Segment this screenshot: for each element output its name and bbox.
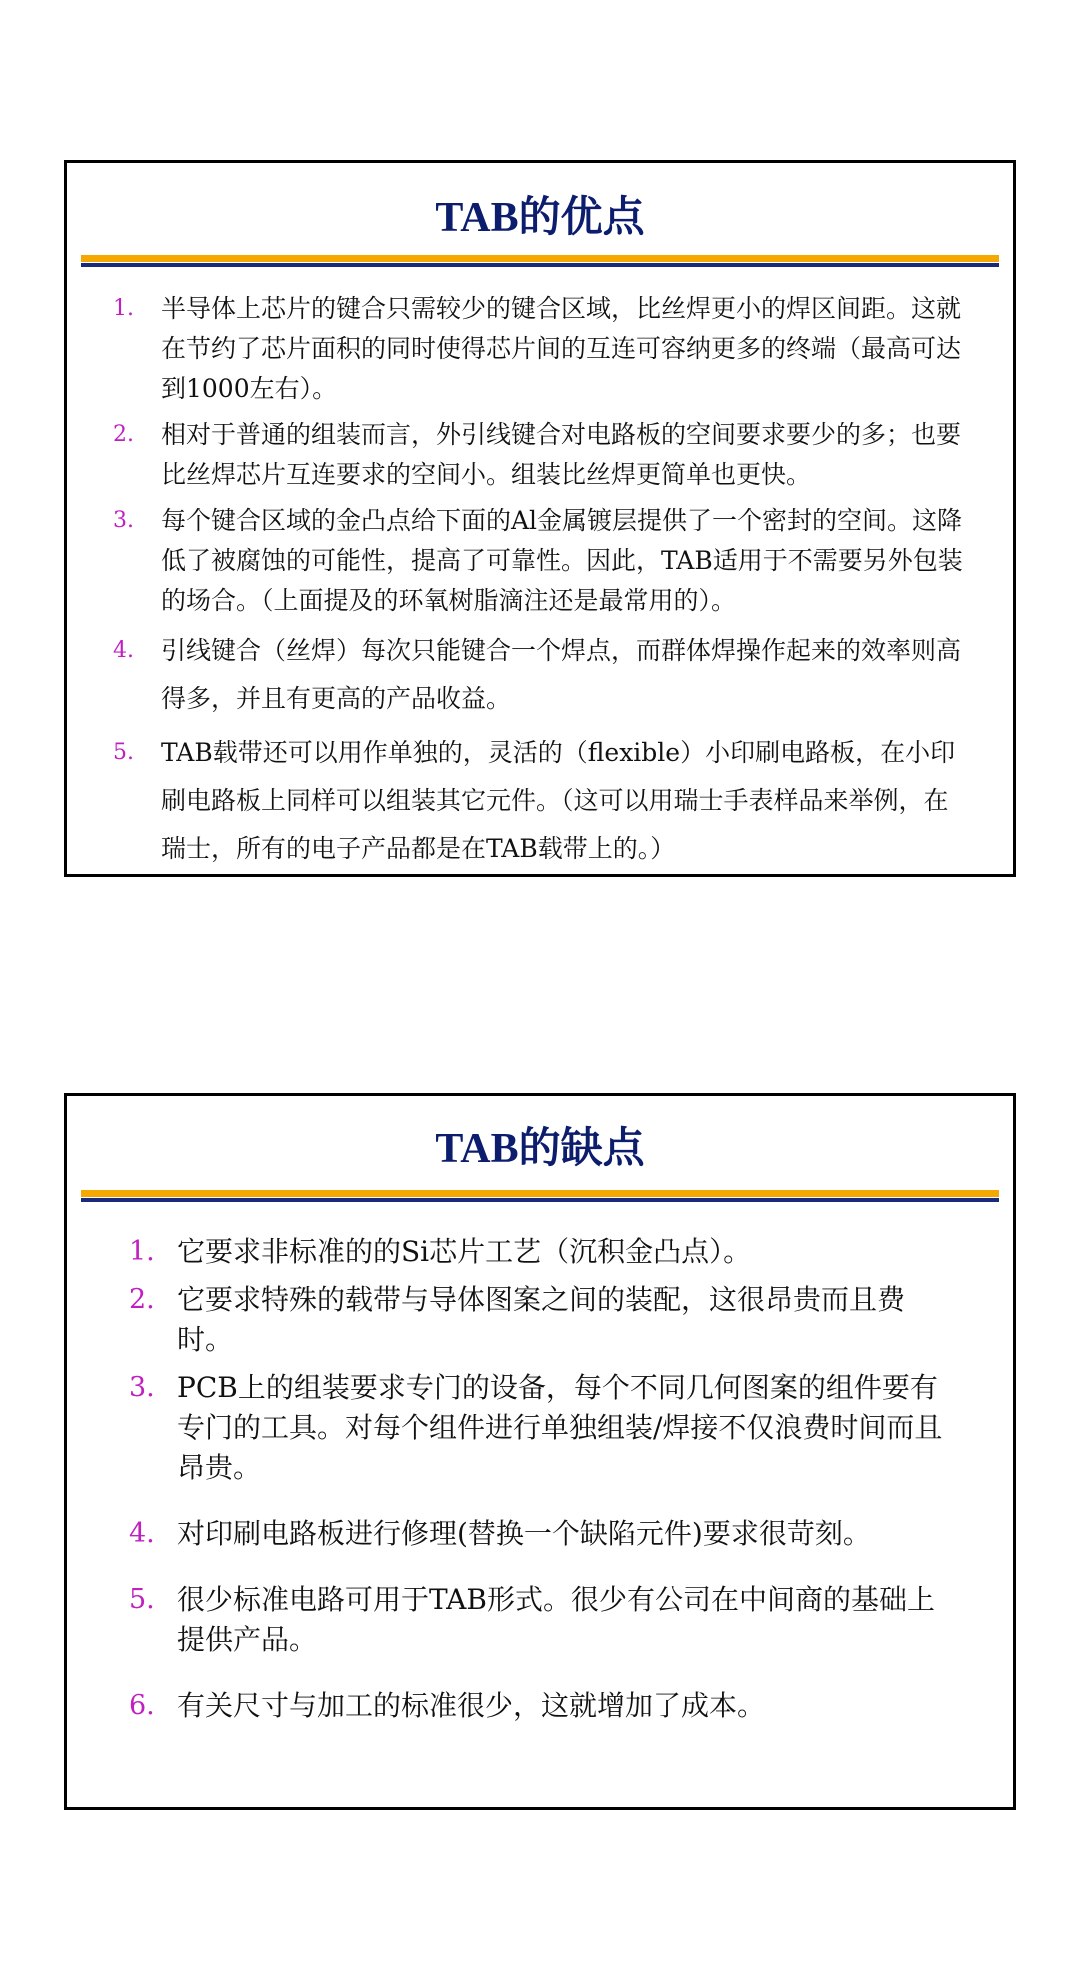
list-item-number: 1. <box>113 296 134 321</box>
list-item-text: PCB上的组装要求专门的设备，每个不同几何图案的组件要有专门的工具。对每个组件进行单独组装/焊接不仅浪费时间而且昂贵。 <box>177 1371 943 1484</box>
list-item <box>113 627 973 723</box>
slide-advantages <box>64 160 1016 877</box>
title-divider <box>81 255 999 269</box>
list-item-number: 2. <box>113 422 134 447</box>
list-item-number: 3. <box>129 1372 155 1403</box>
list-item-number: 6. <box>129 1690 155 1721</box>
list-item <box>129 1686 953 1726</box>
list-item <box>129 1514 953 1554</box>
list-item <box>129 1232 953 1272</box>
list-item <box>129 1580 953 1660</box>
list-item-number: 3. <box>113 508 134 533</box>
list-item-text: 引线键合（丝焊）每次只能键合一个焊点，而群体焊操作起来的效率则高得多，并且有更高的产品收益。 <box>161 636 962 713</box>
list-item-text: 对印刷电路板进行修理(替换一个缺陷元件)要求很苛刻。 <box>177 1517 871 1550</box>
list-item <box>113 289 973 409</box>
slide-title: TAB的优点 <box>435 195 645 241</box>
list-item-text: 很少标准电路可用于TAB形式。很少有公司在中间商的基础上提供产品。 <box>177 1583 935 1656</box>
list-item <box>129 1280 953 1360</box>
list-item-text: 它要求特殊的载带与导体图案之间的装配，这很昂贵而且费时。 <box>177 1283 906 1356</box>
list-item-number: 5. <box>113 740 134 765</box>
list-item-number: 5. <box>129 1584 155 1615</box>
list-item-text: TAB载带还可以用作单独的，灵活的（flexible）小印刷电路板，在小印刷电路板上同样可以组装其它元件。（这可以用瑞士手表样品来举例，在瑞士，所有的电子产品都是在TAB载带上的。） <box>161 738 956 863</box>
list-item <box>113 729 973 873</box>
slide-title: TAB的缺点 <box>435 1126 645 1172</box>
list-item-text: 相对于普通的组装而言，外引线键合对电路板的空间要求要少的多；也要比丝焊芯片互连要求的空间小。组装比丝焊更简单也更快。 <box>161 420 962 489</box>
list-item-text: 每个键合区域的金凸点给下面的Al金属镀层提供了一个密封的空间。这降低了被腐蚀的可能性，提高了可靠性。因此，TAB适用于不需要另外包装的场合。（上面提及的环氧树脂滴注还是最常用的）。 <box>161 506 963 615</box>
disadvantages-list <box>129 1232 953 1726</box>
advantages-list <box>113 289 973 873</box>
title-divider-navy <box>81 263 999 267</box>
list-item-text: 它要求非标准的的Si芯片工艺（沉积金凸点）。 <box>177 1235 752 1268</box>
list-item <box>113 415 973 495</box>
list-item-text: 有关尺寸与加工的标准很少，这就增加了成本。 <box>177 1689 766 1722</box>
list-item <box>129 1368 953 1488</box>
list-item-text: 半导体上芯片的键合只需较少的键合区域，比丝焊更小的焊区间距。这就在节约了芯片面积的同时使得芯片间的互连可容纳更多的终端（最高可达到1000左右）。 <box>161 294 962 403</box>
title-divider-gold <box>81 1190 999 1197</box>
list-item <box>113 501 973 621</box>
title-divider-gold <box>81 255 999 262</box>
list-item-number: 4. <box>113 638 134 663</box>
title-divider <box>81 1190 999 1204</box>
title-divider-navy <box>81 1198 999 1202</box>
list-item-number: 2. <box>129 1284 155 1315</box>
slide-disadvantages <box>64 1093 1016 1810</box>
list-item-number: 4. <box>129 1518 155 1549</box>
list-item-number: 1. <box>129 1236 155 1267</box>
